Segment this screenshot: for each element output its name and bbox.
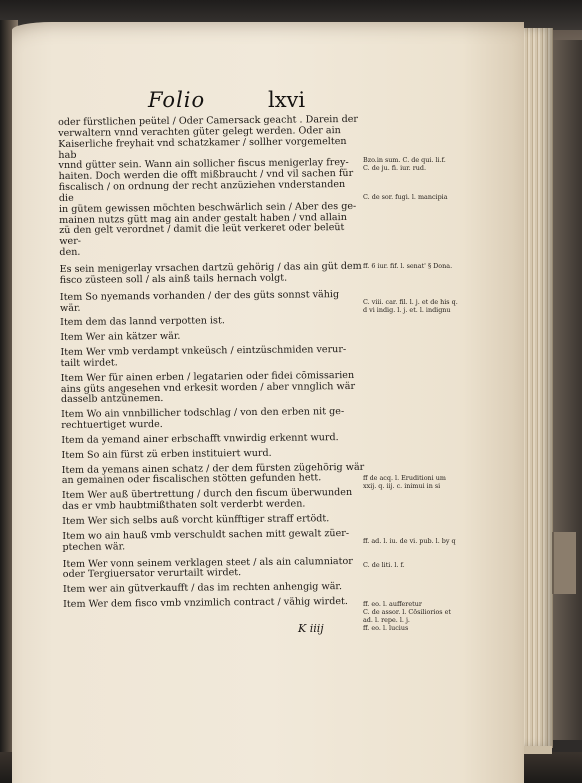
margin-note-line: C. de sor. fugi. l. mancipia xyxy=(363,193,448,201)
text-line: den. xyxy=(59,246,81,259)
text-paragraph xyxy=(62,462,366,487)
text-line: rechtuertiget wurde. xyxy=(61,419,163,432)
text-paragraph xyxy=(63,556,367,581)
margin-note-line: d vi indig. l. j. et. l. indignu xyxy=(363,306,451,314)
text-line: fisco züsteen soll / als ainß tails hernach volgt. xyxy=(59,272,288,286)
margin-note xyxy=(363,298,483,314)
text-line: Item da yemans ainen schatz / der dem fürsten zügehörig wär xyxy=(61,461,365,476)
text-line: wär. xyxy=(59,302,81,314)
text-line: ptechen wär. xyxy=(62,541,126,553)
margin-note-line: ff. 6 iur. fif. l. senat' § Dona. xyxy=(363,262,453,270)
text-line: Item Wer vonn seinem verklagen steet / als ain calumniator xyxy=(62,555,353,570)
text-paragraph xyxy=(60,315,364,329)
text-line: zü den gelt verordnet / damit die leüt verkeret oder beleüt wer- xyxy=(59,222,345,248)
text-paragraph xyxy=(60,330,364,344)
text-line: in gütem gewissen möchten beschwärlich sein / Aber des ge- xyxy=(58,200,357,215)
text-paragraph xyxy=(60,262,364,287)
text-line: Item Wer vmb verdampt vnkeüsch / eintzüschmiden verur- xyxy=(60,344,347,359)
margin-note xyxy=(363,600,483,632)
text-line: Item Wo ain vnnbillicher todschlag / von den erben nit ge- xyxy=(61,406,345,421)
text-line: Item Wer für ainen erben / legatarien oder fidei cōmissarien xyxy=(60,369,355,384)
margin-note-line: C. de ju. fi. iur. rud. xyxy=(363,164,426,172)
margin-note xyxy=(363,193,483,201)
text-line: Item So nyemands vorhanden / der des güts sonnst vähig xyxy=(59,288,340,303)
running-head-label: Folio xyxy=(148,88,206,112)
text-line: Item Wer auß übertrettung / durch den fiscum überwunden xyxy=(61,487,353,502)
text-paragraph xyxy=(61,448,365,462)
text-line: verwaltern vnnd verachten güter gelegt werden. Oder ain xyxy=(58,124,341,139)
text-line: Es sein menigerlay vrsachen dartzü gehörig / das ain güt dem xyxy=(59,260,362,275)
text-paragraph xyxy=(61,371,365,407)
text-line: oder fürstlichen peütel / Oder Camersack geacht . Darein der xyxy=(57,113,359,128)
text-paragraph xyxy=(60,289,364,314)
text-line: Item wer ain gütverkaufft / das im rechten anhengig wär. xyxy=(62,581,343,596)
margin-note xyxy=(363,537,483,545)
margin-note-line: ff. eo. l. aufferetur xyxy=(363,600,422,608)
margin-note-line: C. de assor. l. Cōsiliorios et xyxy=(363,608,451,616)
margin-note-line: ad. l. repe. l. j. xyxy=(363,616,410,624)
margin-note-line: ff. ad. l. iu. de vi. pub. l. by q xyxy=(363,537,456,545)
margin-note-line: ff de acq. l. Eruditioni um xyxy=(363,474,446,482)
text-paragraph xyxy=(62,488,366,513)
text-paragraph xyxy=(63,597,367,611)
catchword-signature: K iiij xyxy=(298,622,324,635)
main-text-column xyxy=(58,115,367,615)
page-tab-marker xyxy=(552,532,576,594)
text-line: vnnd gütter sein. Wann ain sollicher fiscus menigerlay frey- xyxy=(58,157,349,172)
text-paragraph xyxy=(58,115,363,259)
text-line: Item Wer dem fisco vmb vnzimlich contract / vähig wirdet. xyxy=(63,596,348,611)
margin-note-line: xxij. q. iij. c. inimui in si xyxy=(363,482,441,490)
text-paragraph xyxy=(61,407,365,432)
text-paragraph xyxy=(62,529,366,554)
margin-note xyxy=(363,262,483,270)
text-line: das er vmb haubtmißthaten solt verderbt werden. xyxy=(62,498,306,513)
text-line: fiscalisch / on ordnung der recht anzüziehen vnderstanden die xyxy=(58,179,346,204)
text-line: haiten. Doch werden die offt mißbraucht / vnd vil sachen für xyxy=(58,168,354,183)
folio-number: lxvi xyxy=(268,88,306,112)
margin-note xyxy=(363,474,483,490)
text-line: dasselb antzünemen. xyxy=(60,393,164,406)
text-line: Item wo ain hauß vmb verschuldt sachen mitt gewalt züer- xyxy=(62,527,350,542)
text-line: Item So ain fürst zü erben instituiert wurd. xyxy=(61,447,272,461)
text-line: an gemainen oder fiscalischen stötten gefunden hett. xyxy=(61,472,322,487)
text-line: Item da yemand ainer erbschafft vnwirdig erkennt wurd. xyxy=(61,432,339,446)
text-line: Item Wer sich selbs auß vorcht künfftiger straff ertödt. xyxy=(62,513,330,527)
margin-note xyxy=(363,561,483,569)
text-line: Kaiserliche freyhait vnd schatzkamer / sollher vorgemelten hab xyxy=(58,135,347,161)
text-line: Item dem das lannd verpotten ist. xyxy=(60,315,225,329)
text-line: mainen nutzs gütt mag ain ander gestalt haben / vnd allain xyxy=(59,211,347,226)
margin-note-line: ff. eo. l. lucius xyxy=(363,624,409,632)
margin-note-line: Bzo.in sum. C. de qui. li.f. xyxy=(363,156,446,164)
text-paragraph xyxy=(61,433,365,447)
text-paragraph xyxy=(63,582,367,596)
margin-note-line: C. de liti. l. f. xyxy=(363,561,405,569)
book-binding-right xyxy=(548,40,582,740)
margin-note-line: C. viii. car. fil. l. j. et de his q. xyxy=(363,298,458,306)
text-line: ains güts angesehen vnd erkesit worden / aber vnnglich wär xyxy=(60,380,356,395)
text-line: tailt wirdet. xyxy=(60,357,118,369)
text-line: oder Tergiuersator verurtailt wirdet. xyxy=(62,567,242,581)
text-paragraph xyxy=(60,345,364,370)
margin-note xyxy=(363,156,483,172)
text-paragraph xyxy=(62,514,366,528)
text-line: Item Wer ain kätzer wär. xyxy=(60,330,181,344)
